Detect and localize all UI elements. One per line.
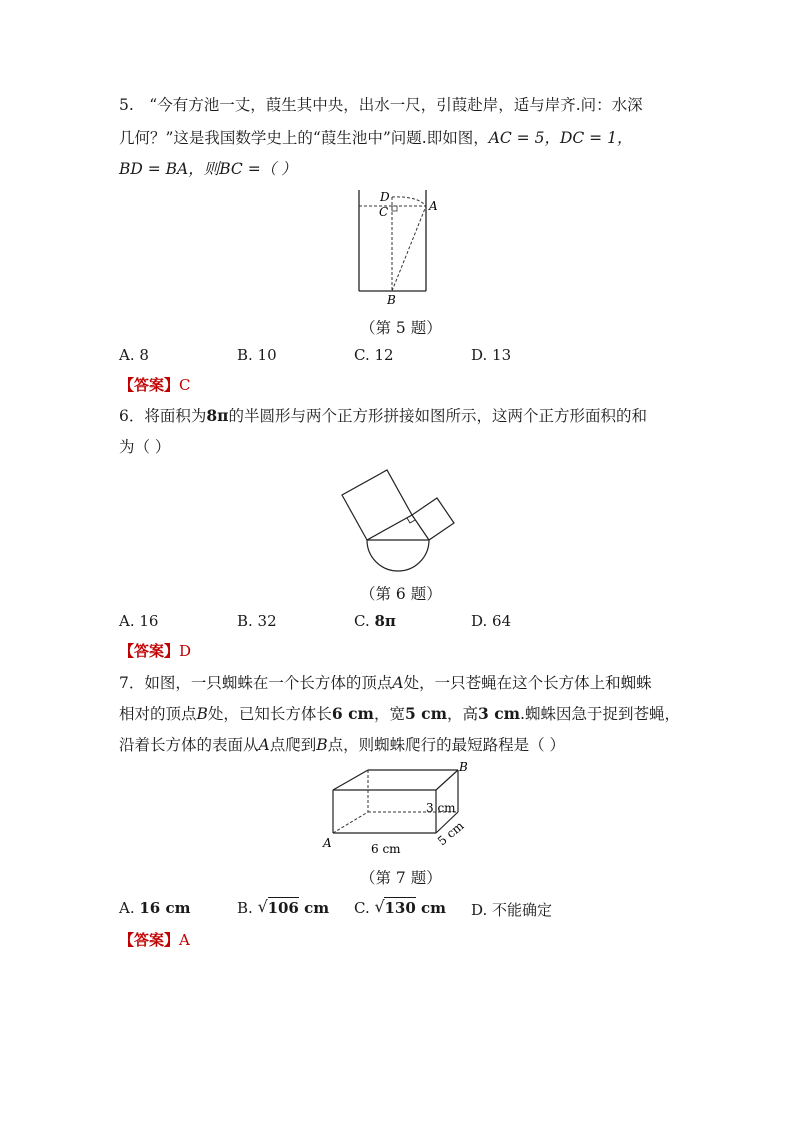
q6-option-d: D. 64 [471,612,512,630]
label-height: 3 cm [426,801,456,815]
q5-option-b: B. 10 [237,346,277,364]
large-square [342,470,412,540]
q7-line-2-d: ，高 [447,705,479,723]
q7-line-2-length: 6 cm [331,704,374,723]
q5-caption: （第 5 题） [360,319,442,337]
q5-line-2-math: AC = 5，DC = 1， [488,129,633,147]
q5-figure [340,185,450,307]
q7-line-1-a: 7．如图，一只蜘蛛在一个长方体的顶点 [119,674,393,692]
q7-option-c [354,899,446,917]
q7-caption: （第 7 题） [360,869,442,887]
q7-line-3-a: 沿着长方体的表面从 [119,736,259,754]
q7-option-a-value: 16 cm [139,899,191,917]
q6-option-b: B. 32 [237,612,277,630]
q5-line-3 [119,159,297,179]
q7-line-3-A: A [258,736,270,754]
cuboid-top-right [436,770,458,790]
q7-line-2-height: 3 cm [478,704,521,723]
q7-line-1-A: A [392,674,404,692]
q5-line-2-text: 几何？”这是我国数学史上的“葭生池中”问题.即如图， [119,129,489,147]
sqrt-icon: √ [257,897,268,916]
q6-option-c-math: 8π [374,612,396,630]
q7-line-2-b: 处，已知长方体长 [207,705,332,723]
label-d: D [380,190,390,204]
q7-option-c-radicand: 130 [384,899,416,917]
q6-option-a: A. 16 [119,612,159,630]
q6-answer-label: 【答案】 [119,642,180,660]
cuboid-top-left [333,770,368,790]
segment-ba [392,206,426,291]
q7-line-3-c: 点，则蜘蛛爬行的最短路程是（ ） [327,736,566,754]
q6-answer [119,640,191,661]
q5-line-3-math: BD = BA，则BC =（ ） [119,160,297,178]
q7-option-b-unit: cm [298,899,330,917]
q7-line-3-b: 点爬到 [269,736,317,754]
cuboid-hidden-depth [333,812,368,833]
sqrt-icon: √ [374,897,385,916]
label-a: A [429,199,438,213]
q7-option-b-label: B. [237,899,258,917]
label-c: C [379,205,389,219]
q7-option-b [237,899,329,917]
q7-answer-value: A [179,931,190,949]
q7-line-2-width: 5 cm [404,704,447,723]
q7-line-1-b: 处，一只苍蝇在这个长方体上和蜘蛛 [403,674,652,692]
q7-line-2-B: B [196,705,208,723]
q5-line-2 [119,128,632,148]
q7-option-a [119,899,190,917]
label-b: B [387,293,396,307]
q7-option-d: D. 不能确定 [471,901,553,919]
q7-option-c-label: C. [354,899,375,917]
q7-answer [119,929,190,950]
q7-line-2-c: ，宽 [373,705,405,723]
q7-option-a-label: A. [119,899,140,917]
q5-option-d: D. 13 [471,346,512,364]
q6-option-c [354,612,396,630]
q6-answer-value: D [179,642,192,660]
q7-option-c-sqrt [374,899,415,917]
q6-figure [335,460,460,575]
q6-line-2: 为（ ） [119,438,171,456]
label-a: A [323,836,332,850]
semicircle [367,540,429,571]
q6-caption: （第 6 题） [360,585,442,603]
q7-option-b-sqrt [258,899,299,917]
right-angle-mark [407,518,415,523]
q7-line-1 [119,673,652,693]
q6-line-1-b: 的半圆形与两个正方形拼接如图所示，这两个正方形面积的和 [228,407,648,425]
q5-answer [119,374,191,395]
q6-option-c-label: C. [354,612,375,630]
q5-answer-value: C [179,376,191,394]
q7-figure [318,760,478,860]
q7-line-3 [119,735,565,755]
small-square [412,498,454,540]
q5-option-c: C. 12 [354,346,394,364]
q6-line-1-math: 8π [206,406,229,425]
arc-d-to-a [392,197,426,206]
q5-option-a: A. 8 [119,346,149,364]
q7-answer-label: 【答案】 [119,931,180,949]
label-length: 6 cm [371,842,401,856]
right-angle-mark [392,206,397,211]
q7-line-3-B: B [316,736,328,754]
label-b: B [459,760,468,774]
q6-line-1-a: 6．将面积为 [119,407,207,425]
q6-line-1 [119,406,647,426]
q7-line-2-a: 相对的顶点 [119,705,197,723]
q7-line-2-e: .蜘蛛因急于捉到苍蝇， [520,705,680,723]
q5-line-1: 5. “今有方池一丈，葭生其中央，出水一尺，引葭赴岸，适与岸齐.问：水深 [119,96,643,114]
q7-option-c-unit: cm [415,899,447,917]
q5-answer-label: 【答案】 [119,376,180,394]
label-width: 5 cm [434,818,467,849]
q7-option-b-radicand: 106 [267,899,299,917]
q7-line-2 [119,704,680,724]
